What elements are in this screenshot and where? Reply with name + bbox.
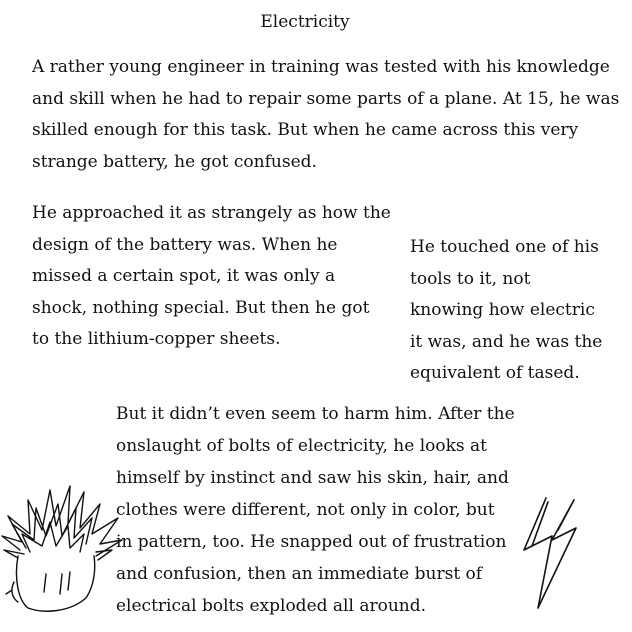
text-line: and skill when he had to repair some parts of a plane. At 15, he was	[32, 88, 620, 109]
intro-paragraph	[32, 52, 619, 178]
text-line: to the lithium-copper sheets.	[32, 329, 281, 349]
right-column-paragraph	[410, 232, 602, 390]
text-line: strange battery, he got confused.	[32, 151, 317, 172]
text-line: shock, nothing special. But then he got	[32, 297, 370, 318]
text-line: He touched one of his	[410, 237, 599, 257]
text-line: A rather young engineer in training was tested with his knowledge	[32, 57, 610, 77]
text-line: tools to it, not	[410, 268, 531, 289]
text-line: electrical bolts exploded all around.	[116, 596, 427, 616]
text-line: But it didn’t even seem to harm him. After the	[116, 404, 515, 424]
text-line: and confusion, then an immediate burst of	[116, 564, 483, 584]
page-title: Electricity	[260, 12, 350, 32]
text-line: knowing how electric	[410, 300, 595, 320]
final-paragraph	[116, 398, 515, 622]
text-line: design of the battery was. When he	[32, 234, 338, 255]
lightning-bolt-icon	[518, 494, 588, 612]
text-line: onslaught of bolts of electricity, he looks at	[116, 436, 488, 456]
text-line: clothes were different, not only in color, but	[116, 500, 495, 520]
text-line: it was, and he was the	[410, 331, 603, 352]
text-line: missed a certain spot, it was only a	[32, 266, 336, 286]
left-column-paragraph	[32, 198, 391, 356]
text-line: skilled enough for this task. But when he came across this very	[32, 120, 579, 140]
spiky-hair-head-icon	[0, 478, 125, 613]
text-line: equivalent of tased.	[410, 363, 580, 383]
text-line: He approached it as strangely as how the	[32, 203, 391, 223]
text-line: in pattern, too. He snapped out of frustration	[116, 532, 507, 552]
text-line: himself by instinct and saw his skin, hair, and	[116, 468, 509, 488]
